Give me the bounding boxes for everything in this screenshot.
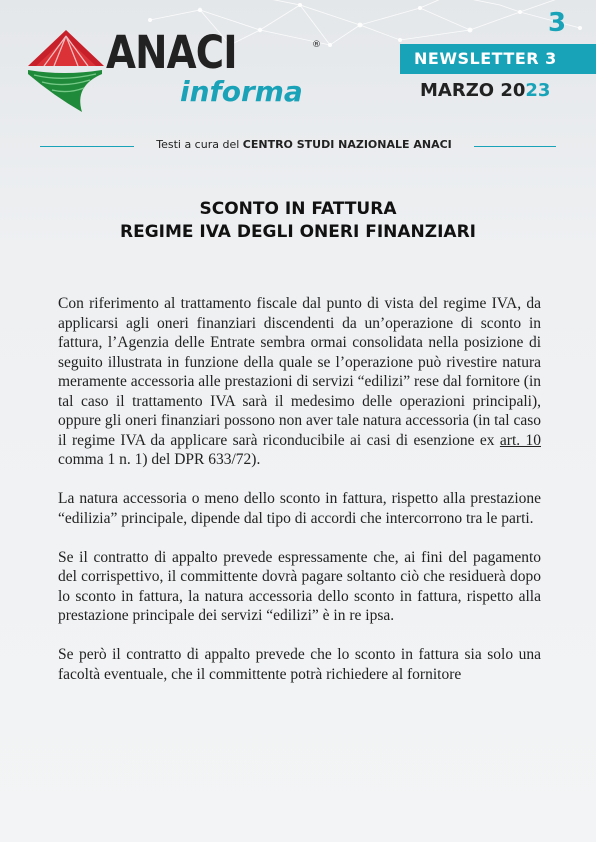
paragraph-4: Se però il contratto di appalto prevede che lo sconto in fattura sia solo una facoltà eventuale, che il committente potrà richiedere al fornitore bbox=[58, 646, 541, 683]
credits-line bbox=[136, 138, 472, 151]
brand-name: ANACI bbox=[106, 26, 237, 79]
divider-left bbox=[40, 146, 134, 147]
paragraph-1-text-b: comma 1 n. 1) del DPR 633/72). bbox=[58, 451, 261, 468]
date-suffix: 23 bbox=[525, 80, 551, 101]
title-line-1: SCONTO IN FATTURA bbox=[199, 199, 397, 219]
paragraph-1-text-a: Con riferimento al trattamento fiscale dal punto di vista del regime IVA, da applicarsi agli oneri finanziari discendenti da un’operazione di sconto in fattura, l’Agenzia delle Entrate sembra ormai consolidata nella posizione di seguito illustrata in funzione della quale se l’operazione può rivestire natura meramente accessoria alle prestazioni di servizi “edilizi” rese dal fornitore (in tal caso il trattamento IVA sarà il medesimo delle operazioni principali), oppure gli oneri finanziari possono non aver tale natura accessoria (in tal caso il regime IVA da applicare sarà riconducibile ai casi di esenzione ex bbox=[58, 295, 541, 449]
credits-bold: CENTRO STUDI NAZIONALE ANACI bbox=[242, 138, 452, 151]
registered-mark: ® bbox=[312, 40, 321, 50]
issue-number: 3 bbox=[548, 8, 567, 38]
credits-prefix: Testi a cura del bbox=[156, 138, 243, 151]
brand-subtitle: informa bbox=[180, 75, 303, 108]
paragraph-1 bbox=[58, 294, 541, 470]
newsletter-label: NEWSLETTER 3 bbox=[400, 44, 596, 74]
anaci-logo-icon bbox=[24, 26, 106, 114]
issue-date bbox=[420, 80, 550, 101]
paragraph-2: La natura accessoria o meno dello sconto in fattura, rispetto alla prestazione “edilizia” principale, dipende dal tipo di accordi che intercorrono tra le parti. bbox=[58, 490, 541, 527]
divider-right bbox=[474, 146, 556, 147]
title-line-2: REGIME IVA DEGLI ONERI FINANZIARI bbox=[120, 222, 476, 242]
paragraph-3: Se il contratto di appalto prevede espressamente che, ai fini del pagamento del corrispettivo, il committente dovrà pagare soltanto ciò che residuerà dopo lo sconto in fattura, la natura accessoria dello sconto in fattura, rispetto alla prestazione principale dei servizi “edilizi” è in re ipsa. bbox=[58, 548, 541, 624]
article-body bbox=[58, 294, 541, 704]
article-title bbox=[40, 198, 556, 244]
date-prefix: MARZO 20 bbox=[420, 80, 526, 101]
law-reference-link[interactable]: art. 10 bbox=[499, 431, 541, 449]
